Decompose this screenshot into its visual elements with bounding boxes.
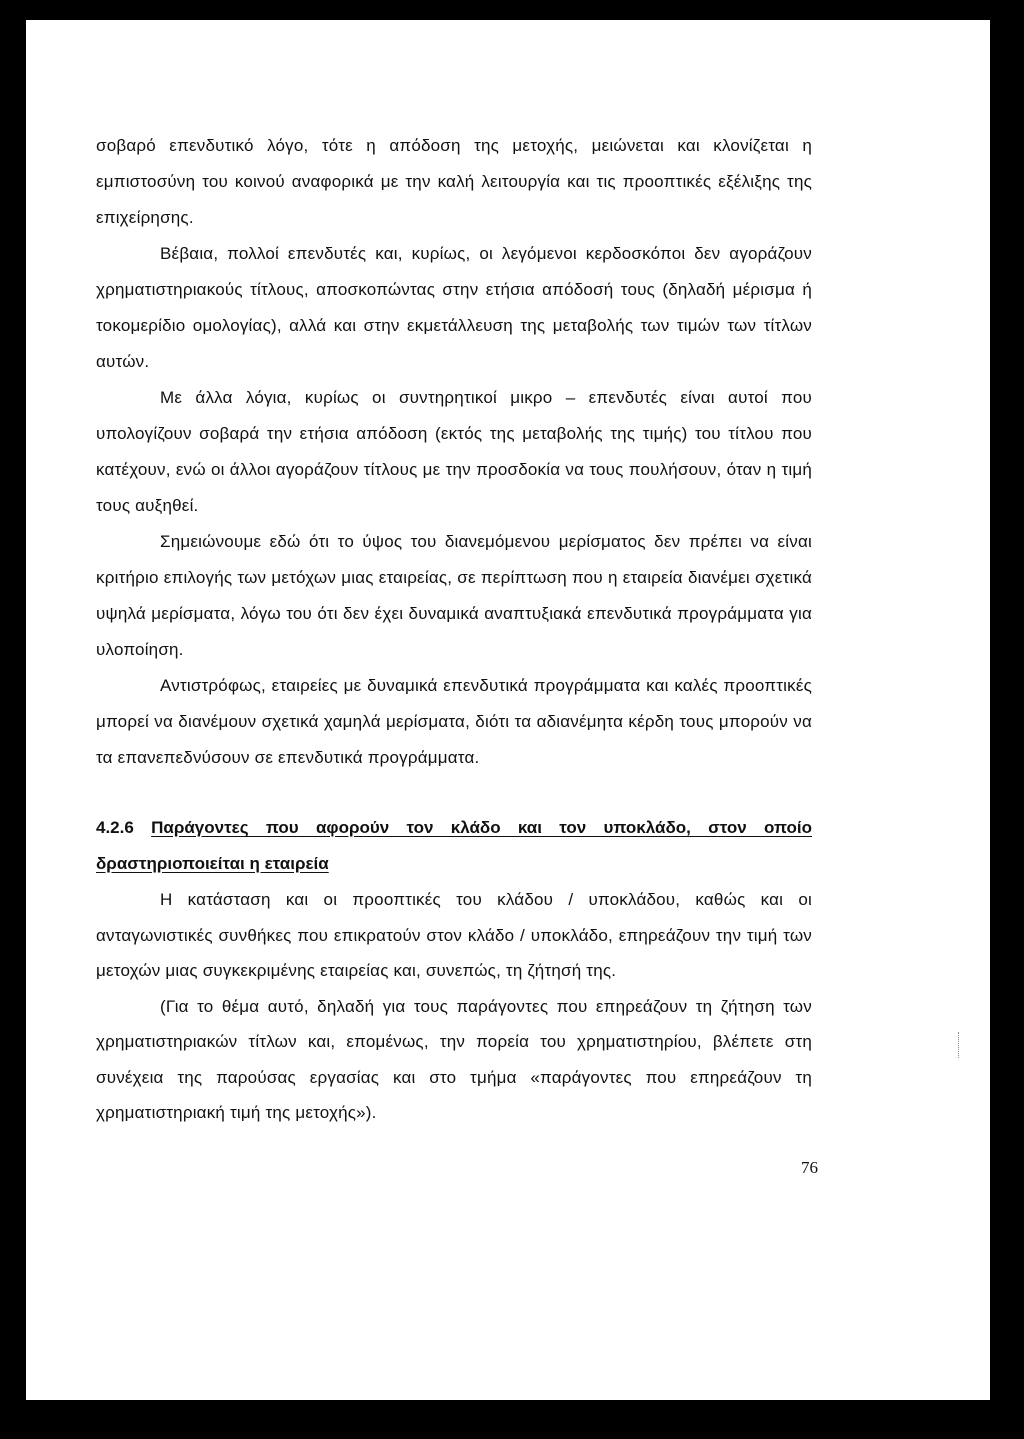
- section-title: Παράγοντες που αφορούν τον κλάδο και τον υποκλάδο, στον οποίο δραστηριοποιείται η εταιρεία: [96, 818, 812, 873]
- section-heading: [96, 810, 812, 882]
- margin-dotted-mark: [958, 1032, 959, 1058]
- document-page: [26, 20, 990, 1400]
- paragraph-see-also: (Για το θέμα αυτό, δηλαδή για τους παράγοντες που επηρεάζουν τη ζήτηση των χρηματιστηριακών τίτλων και, επομένως, την πορεία του χρηματιστηρίου, βλέπετε στη συνέχεια της παρούσας εργασίας και στο τμήμα «παράγοντες που επηρεάζουν τη χρηματιστηριακή τιμή της μετοχής»).: [96, 996, 812, 1122]
- paragraph-dividend-criterion: Σημειώνουμε εδώ ότι το ύψος του διανεμόμενου μερίσματος δεν πρέπει να είναι κριτήριο επιλογής των μετόχων μιας εταιρείας, σε περίπτωση που η εταιρεία διανέμει σχετικά υψηλά μερίσματα, λόγω του ότι δεν έχει δυναμικά αναπτυξιακά επενδυτικά προγράμματα για υλοποίηση.: [96, 532, 812, 659]
- paragraph-conversely: Αντιστρόφως, εταιρείες με δυναμικά επενδυτικά προγράμματα και καλές προοπτικές μπορεί να διανέμουν σχετικά χαμηλά μερίσματα, διότι τα αδιανέμητα κέρδη τους μπορούν να τα επανεπεδνύσουν σε επενδυτικά προγράμματα.: [96, 676, 812, 767]
- paragraph-continuation: σοβαρό επενδυτικό λόγο, τότε η απόδοση της μετοχής, μειώνεται και κλονίζεται η εμπιστοσύνη του κοινού αναφορικά με την καλή λειτουργία και τις προοπτικές εξέλιξης της επιχείρησης.: [96, 136, 812, 227]
- paragraph-conservative-investors: Με άλλα λόγια, κυρίως οι συντηρητικοί μικρο – επενδυτές είναι αυτοί που υπολογίζουν σοβαρά την ετήσια απόδοση (εκτός της μεταβολής της τιμής) του τίτλου που κατέχουν, ενώ οι άλλοι αγοράζουν τίτλους με την προσδοκία να τους πουλήσουν, όταν η τιμή τους αυξηθεί.: [96, 388, 812, 515]
- page-content: [96, 128, 812, 1131]
- page-number: 76: [801, 1158, 818, 1177]
- paragraph-speculators: Βέβαια, πολλοί επενδυτές και, κυρίως, οι λεγόμενοι κερδοσκόποι δεν αγοράζουν χρηματιστηριακούς τίτλους, αποσκοπώντας στην ετήσια απόδοσή τους (δηλαδή μέρισμα ή τοκομερίδιο ομολογίας), αλλά και στην εκμετάλλευση της μεταβολής των τιμών των τίτλων αυτών.: [96, 244, 812, 371]
- section-number: 4.2.6: [96, 818, 134, 837]
- paragraph-sector-conditions: Η κατάσταση και οι προοπτικές του κλάδου / υποκλάδου, καθώς και οι ανταγωνιστικές συνθήκες που επικρατούν στον κλάδο / υποκλάδο, επηρεάζουν την τιμή των μετοχών μιας συγκεκριμένης εταιρείας και, συνεπώς, τη ζήτησή της.: [96, 890, 812, 980]
